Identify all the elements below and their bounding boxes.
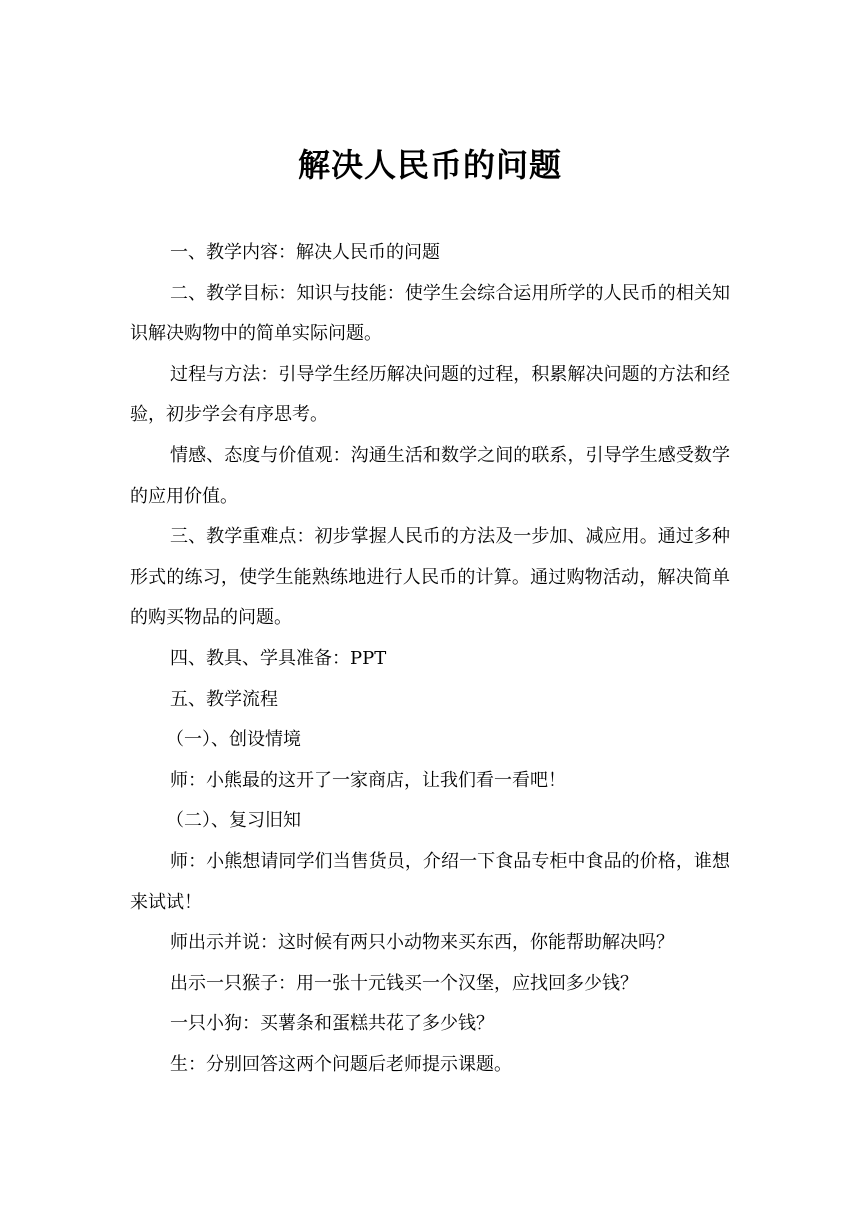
section-heading-scenario: （一）、创设情境 xyxy=(166,729,301,751)
paragraph-key-points: 三、教学重难点：初步掌握人民币的方法及一步加、减应用。通过多种形式的练习，使学生能熟练地进行人民币的计算。通过购物活动，解决简单的购买物品的问题。 xyxy=(130,526,730,629)
document-title: 解决人民币的问题 xyxy=(297,146,562,184)
paragraph-emotion-values: 情感、态度与价值观：沟通生活和数学之间的联系，引导学生感受数学的应用价值。 xyxy=(130,444,730,507)
section-heading-review: （二）、复习旧知 xyxy=(166,810,301,832)
paragraph-teaching-tools: 四、教具、学具准备：PPT xyxy=(170,647,387,669)
paragraph-teaching-goals: 二、教学目标：知识与技能：使学生会综合运用所学的人民币的相关知识解决购物中的简单实际问题。 xyxy=(130,282,730,345)
paragraph-process-method: 过程与方法：引导学生经历解决问题的过程，积累解决问题的方法和经验，初步学会有序思考。 xyxy=(130,363,730,426)
document-body xyxy=(130,233,730,1085)
paragraph-teaching-flow: 五、教学流程 xyxy=(170,688,278,710)
paragraph-teacher-intro: 师：小熊最的这开了一家商店，让我们看一看吧！ xyxy=(170,769,566,791)
paragraph-student-answer: 生：分别回答这两个问题后老师提示课题。 xyxy=(170,1053,512,1075)
paragraph-monkey-question: 出示一只猴子：用一张十元钱买一个汉堡，应找回多少钱？ xyxy=(170,972,638,994)
paragraph-teacher-show: 师出示并说：这时候有两只小动物来买东西，你能帮助解决吗？ xyxy=(170,932,674,954)
paragraph-teaching-content: 一、教学内容：解决人民币的问题 xyxy=(170,242,440,263)
paragraph-dog-question: 一只小狗：买薯条和蛋糕共花了多少钱？ xyxy=(170,1013,494,1035)
paragraph-teacher-invite: 师：小熊想请同学们当售货员，介绍一下食品专柜中食品的价格，谁想来试试！ xyxy=(130,850,730,913)
